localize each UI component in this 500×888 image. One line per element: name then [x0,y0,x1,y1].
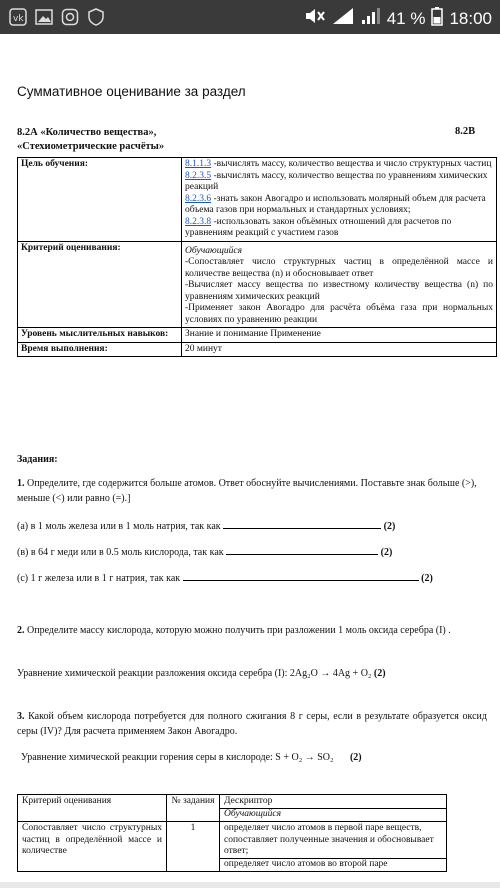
rubric-head-descriptor-cell [220,795,447,822]
q1c-score: (2) [421,573,433,584]
goal-item [185,194,493,217]
question-2 [17,623,482,638]
bottom-edge [0,882,500,888]
spec-row-criteria [18,241,497,328]
goal-item [185,171,493,194]
goal-text: -вычислять массу, количество вещества по уравнениям химических реакций [185,170,488,192]
q2-number: 2. [17,625,25,636]
q1b-text: (в) в 64 г меди или в 0.5 моль кислорода, так как [17,547,224,558]
signal-4g-icon [331,6,355,31]
q1c-text: (с) 1 г железа или в 1 г натрия, так как [17,573,181,584]
q2-eq-text: Уравнение химической реакции разложения оксида серебра (I): 2Ag₂O → 4Ag + O₂ [17,668,372,679]
image-icon [34,7,54,27]
battery-icon [431,6,443,31]
doc-title: Суммативное оценивание за раздел [17,84,246,99]
rubric-head-task: № задания [167,795,220,822]
criteria-item: -Сопоставляет число структурных частиц в определённой массе и количестве вещества (n) и обосновывает ответ [185,257,493,279]
q1b-score: (2) [380,547,393,558]
clock: 18:00 [449,8,492,28]
unit-left-line2: «Стехиометрические расчёты» [17,141,165,152]
unit-left [17,126,164,154]
q3-number: 3. [17,711,25,722]
criteria-label: Критерий оценивания: [18,241,182,328]
q3-equation [21,750,491,765]
goal-item [185,217,493,240]
question-1c [17,571,487,586]
question-1b [17,545,487,560]
goal-item [185,159,493,171]
criteria-item: -Применяет закон Авогадро для расчёта объёма газа при нормальных условиях по уравнению реакции [185,303,493,325]
spec-row-goals [18,158,497,242]
q2-text: Определите массу кислорода, которую можно получить при разложении 1 моль оксида серебра (I) . [24,625,451,636]
rubric-row [18,822,447,872]
unit-left-line1: 8.2А «Количество вещества», [17,127,157,138]
level-label: Уровень мыслительных навыков: [18,328,182,343]
goal-list [182,158,497,242]
svg-text:4G: 4G [331,9,342,17]
q1-number: 1. [17,478,25,489]
q1a-text: (а) в 1 моль железа или в 1 моль натрия, так как [17,521,221,532]
q1-text: Определите, где содержится больше атомов. Ответ обоснуйте вычислениями. Поставьте знак больше (>), меньше (<) или равно (=).] [17,478,477,504]
question-1a [17,519,487,534]
goal-text: -использовать закон объёмных отношений для расчетов по уравнениям реакций с участием газов [185,216,452,238]
goal-code-link[interactable]: 8.2.3.6 [185,193,212,204]
criteria-head: Обучающийся [185,245,243,256]
criteria-item: -Вычисляет массу вещества по известному количеству вещества (n) по уравнениям химических реакций [185,280,493,302]
rubric-descriptor: определяет число атомов в первой паре веществ, сопоставляет полученные значения и обосновывает ответ; [224,823,434,856]
vk-icon [8,7,28,27]
signal-icon [361,6,381,31]
q2-score: (2) [373,668,386,679]
q1a-score: (2) [383,521,396,532]
goal-code-link[interactable]: 8.2.3.5 [185,170,212,181]
rubric-descriptor: определяет число атомов во второй паре [220,858,446,871]
q3-score: (2) [349,752,362,763]
question-3 [17,709,487,739]
answer-line[interactable] [183,571,419,581]
goal-code-link[interactable]: 8.2.3.8 [185,216,212,227]
battery-percent: 41 % [386,8,426,28]
rubric-head-descriptor: Дескриптор [224,796,273,806]
instagram-icon [60,7,80,27]
notification-icons [8,7,106,27]
rubric-head-learner: Обучающийся [220,808,446,821]
spec-row-time [18,342,497,357]
goal-text: -знать закон Авогадро и использовать молярный объем для расчета объема газов при нормальных и стандартных условиях; [185,193,486,215]
document-page[interactable] [0,34,500,888]
rubric-descriptors [220,822,447,872]
rubric-table [17,794,447,872]
rubric-header-row [18,795,447,822]
goal-label: Цель обучения: [18,158,182,242]
mute-icon [303,6,325,31]
q3-eq-text: Уравнение химической реакции горения серы в кислороде: S + O₂ → SO₂ [21,752,334,763]
rubric-task-number: 1 [167,822,220,872]
goal-text: -вычислять массу, количество вещества и число структурных частиц [211,159,492,169]
unit-right: 8.2В [455,126,476,137]
criteria-list [182,241,497,328]
time-value: 20 минут [182,342,497,357]
spec-table [17,157,497,357]
spec-row-level [18,328,497,343]
q2-equation [17,666,487,681]
status-right [303,6,492,31]
answer-line[interactable] [223,519,381,529]
answer-line[interactable] [226,545,378,555]
rubric-criterion: Сопоставляет число структурных частиц в определённой массе и количестве [18,822,167,872]
question-1 [17,476,477,506]
q3-text: Какой объем кислорода потребуется для полного сжигания 8 г серы, если в результате образуется оксид серы (IV)? Для расчета применяем Закон Авогадро. [17,711,487,737]
tasks-header: Задания: [17,454,58,465]
level-value: Знание и понимание Применение [182,328,497,343]
time-label: Время выполнения: [18,342,182,357]
goal-code-link[interactable]: 8.1.1.3 [185,159,212,169]
status-bar [0,0,500,34]
svg-text:vk: vk [13,14,24,24]
rubric-head-criterion: Критерий оценивания [18,795,167,822]
shield-icon [86,7,106,27]
